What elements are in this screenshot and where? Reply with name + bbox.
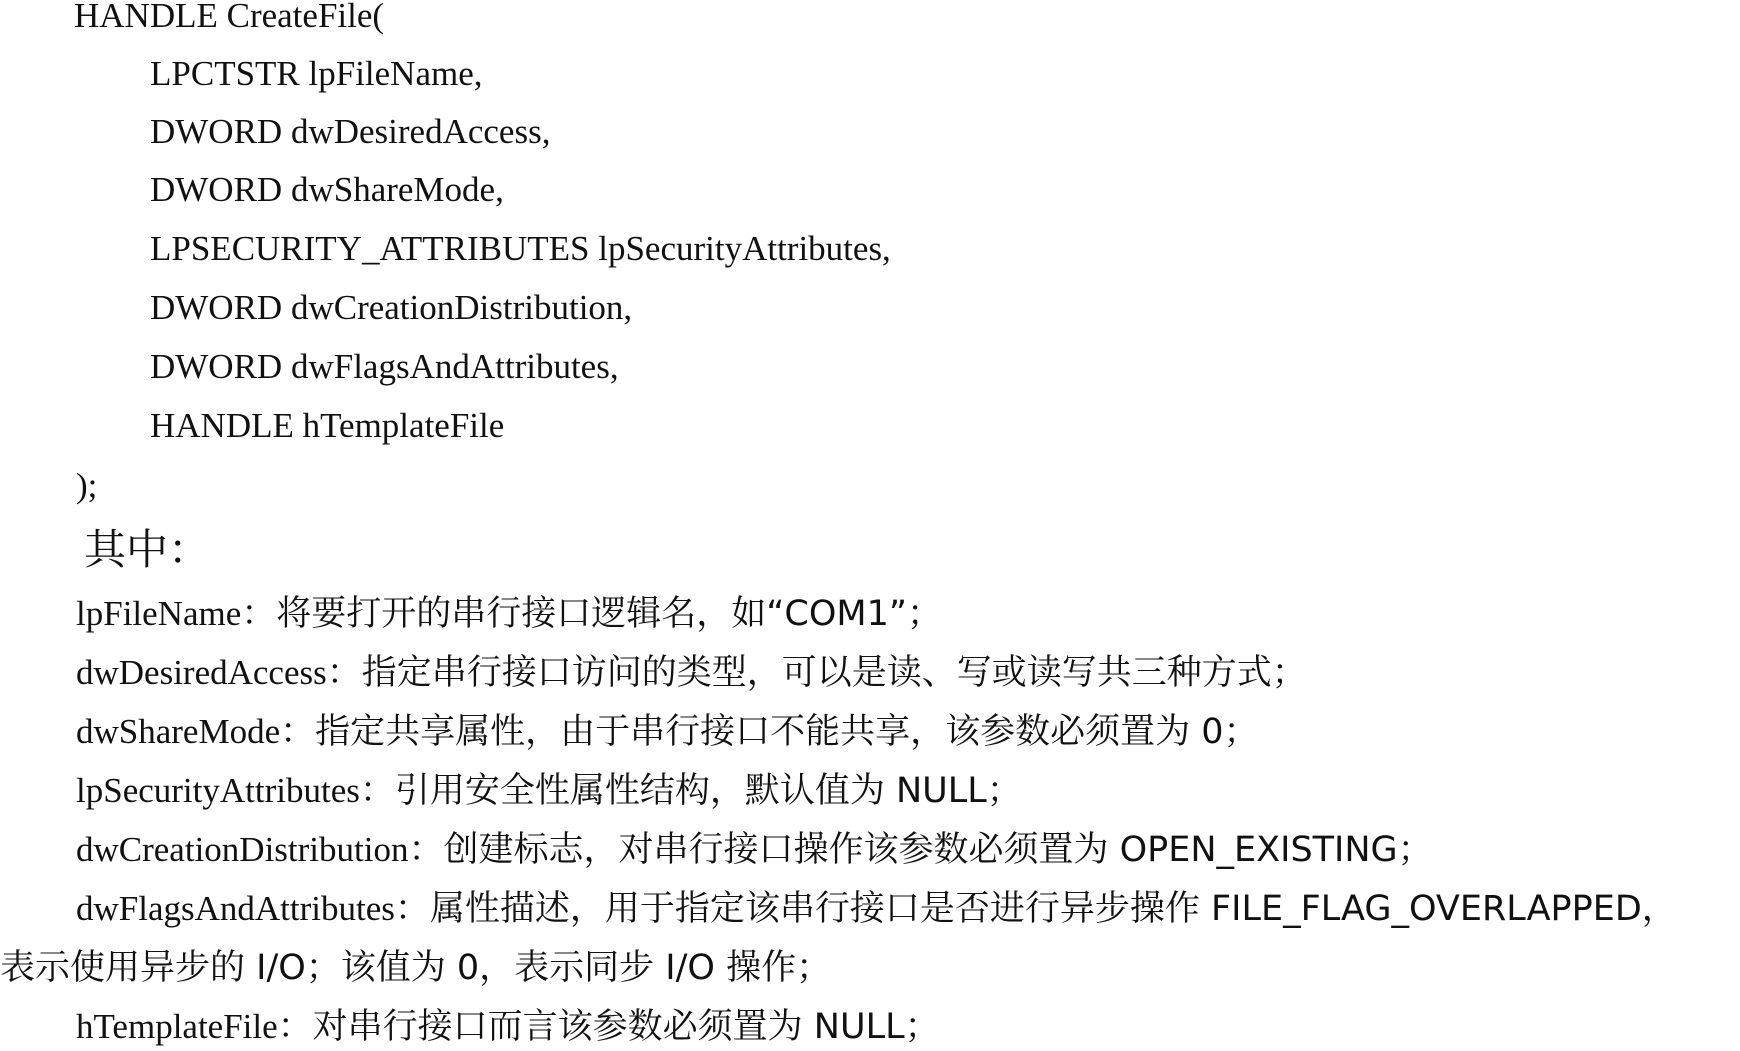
- param-description: [76, 590, 942, 638]
- param-description: [76, 649, 1307, 697]
- param-text: ：创建标志，对串行接口操作该参数必须置为 OPEN_EXISTING；: [408, 830, 1433, 870]
- param-text: ：指定串行接口访问的类型，可以是读、写或读写共三种方式；: [326, 653, 1307, 693]
- param-name: lpFileName: [76, 594, 242, 633]
- param-description: [76, 708, 1259, 756]
- param-description: [76, 767, 1022, 815]
- param-description: [76, 1003, 940, 1051]
- param-text: ：将要打开的串行接口逻辑名，如“COM1”；: [241, 594, 942, 634]
- param-description: [76, 885, 1677, 933]
- code-param: HANDLE hTemplateFile: [150, 406, 505, 445]
- param-name: lpSecurityAttributes: [76, 771, 360, 810]
- param-name: dwShareMode: [76, 712, 281, 751]
- param-name: hTemplateFile: [76, 1007, 278, 1046]
- code-param: DWORD dwDesiredAccess,: [150, 112, 551, 151]
- code-param: DWORD dwShareMode,: [150, 170, 504, 209]
- param-name: dwCreationDistribution: [76, 830, 409, 869]
- param-text: ：指定共享属性，由于串行接口不能共享，该参数必须置为 0；: [280, 712, 1259, 752]
- code-param: LPSECURITY_ATTRIBUTES lpSecurityAttributes,: [150, 229, 891, 268]
- section-heading: 其中：: [84, 525, 211, 574]
- param-text: ：对串行接口而言该参数必须置为 NULL；: [277, 1007, 940, 1047]
- param-description: [76, 826, 1433, 874]
- param-name: dwFlagsAndAttributes: [76, 889, 395, 928]
- code-signature: HANDLE CreateFile(: [74, 0, 385, 35]
- param-description-continuation: [0, 944, 831, 992]
- param-text: 表示使用异步的 I/O；该值为 0，表示同步 I/O 操作；: [0, 948, 832, 988]
- code-param: DWORD dwFlagsAndAttributes,: [150, 347, 619, 386]
- param-text: ：引用安全性属性结构，默认值为 NULL；: [359, 771, 1022, 811]
- code-param: DWORD dwCreationDistribution,: [150, 288, 633, 327]
- code-param: LPCTSTR lpFileName,: [150, 54, 483, 93]
- param-name: dwDesiredAccess: [76, 653, 327, 692]
- code-close: );: [76, 466, 98, 505]
- param-text: ：属性描述，用于指定该串行接口是否进行异步操作 FILE_FLAG_OVERLAPPED，: [394, 889, 1677, 929]
